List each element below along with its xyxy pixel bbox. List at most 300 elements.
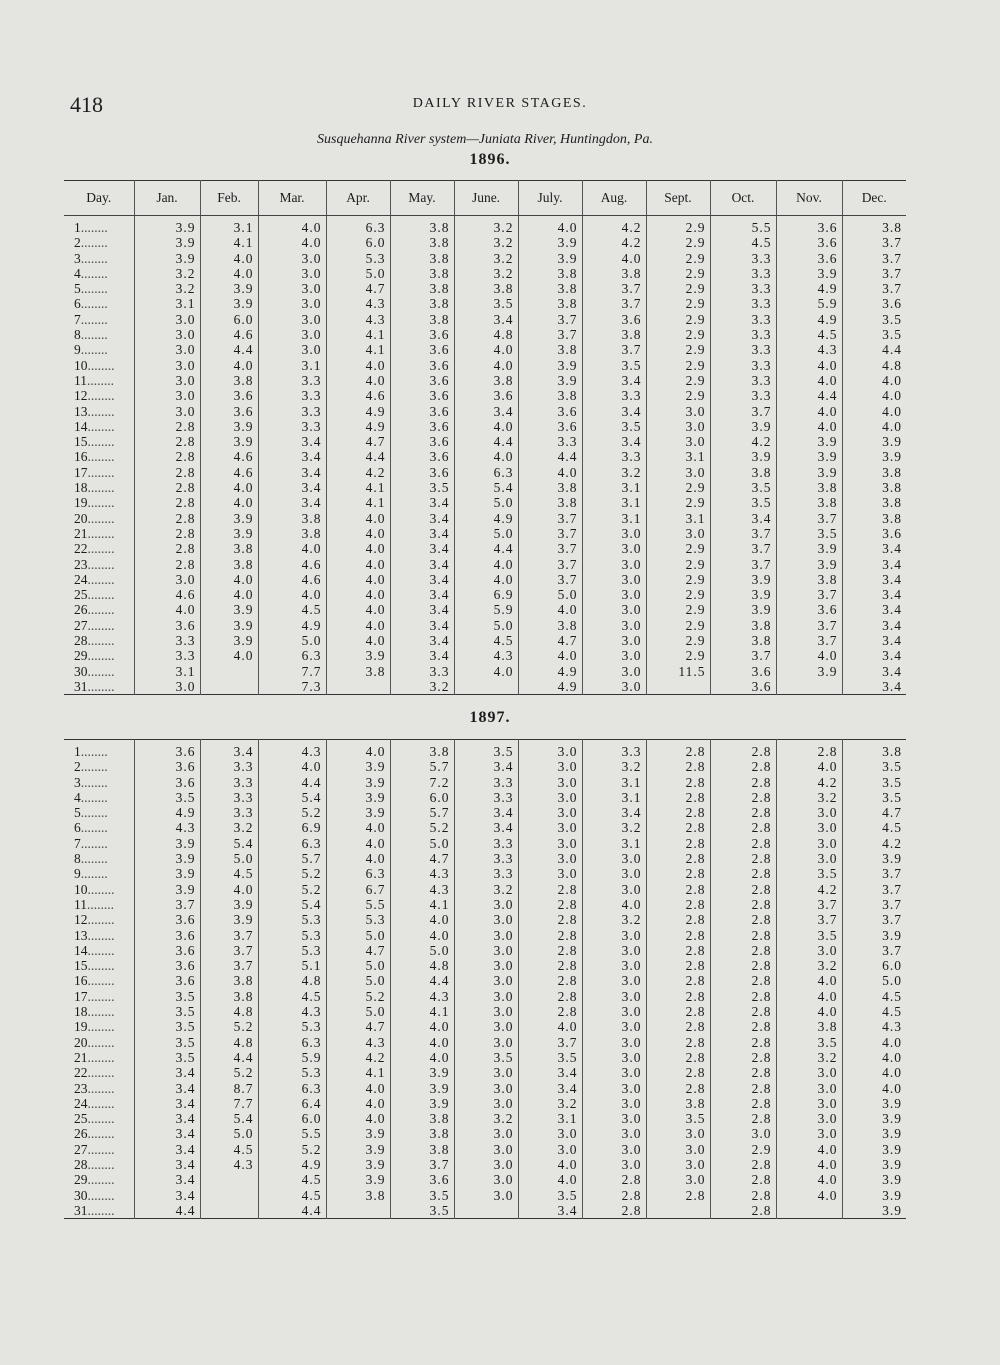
stage-cell: 4.0 (518, 465, 582, 480)
stage-cell: 3.8 (390, 235, 454, 250)
day-cell: 8 ........ (64, 851, 134, 866)
stage-cell: 4.0 (454, 664, 518, 679)
table-row (64, 235, 906, 250)
stage-cell: 5.0 (326, 973, 390, 988)
stage-cell: 3.7 (710, 541, 776, 556)
stage-cell: 2.8 (710, 1188, 776, 1203)
stage-cell: 2.8 (710, 897, 776, 912)
stage-cell: 4.0 (776, 1188, 842, 1203)
stage-cell: 3.5 (454, 740, 518, 760)
day-cell: 5 ........ (64, 281, 134, 296)
stage-cell: 3.6 (776, 235, 842, 250)
river-stage-table-1896 (64, 180, 906, 695)
table-row (64, 216, 906, 236)
stage-cell: 4.0 (390, 928, 454, 943)
stage-cell: 3.0 (646, 434, 710, 449)
stage-cell: 4.0 (776, 1157, 842, 1172)
stage-cell: 2.8 (518, 958, 582, 973)
stage-cell: 3.4 (454, 820, 518, 835)
stage-cell: 3.7 (518, 511, 582, 526)
stage-cell: 3.8 (842, 216, 906, 236)
day-cell: 31 ........ (64, 679, 134, 695)
page-number: 418 (70, 92, 103, 117)
stage-cell: 3.3 (710, 358, 776, 373)
stage-cell: 3.9 (710, 572, 776, 587)
stage-cell: 2.8 (518, 943, 582, 958)
day-cell: 10 ........ (64, 882, 134, 897)
stage-cell: 3.2 (776, 1050, 842, 1065)
stage-cell: 3.0 (646, 526, 710, 541)
stage-cell: 5.4 (258, 897, 326, 912)
stage-cell: 2.8 (646, 897, 710, 912)
stage-cell: 4.3 (326, 296, 390, 311)
stage-cell: 2.8 (710, 1004, 776, 1019)
stage-cell: 4.9 (326, 419, 390, 434)
stage-cell: 3.0 (646, 419, 710, 434)
stage-cell: 2.8 (646, 973, 710, 988)
table-row (64, 897, 906, 912)
stage-cell: 5.0 (258, 633, 326, 648)
stage-cell: 3.0 (134, 404, 200, 419)
stage-cell: 2.8 (518, 912, 582, 927)
stage-cell: 5.3 (258, 943, 326, 958)
stage-cell: 3.6 (582, 312, 646, 327)
stage-cell: 3.8 (390, 740, 454, 760)
stage-cell: 4.0 (582, 897, 646, 912)
stage-cell: 4.0 (258, 759, 326, 774)
stage-cell: 3.4 (258, 480, 326, 495)
stage-cell: 3.9 (842, 449, 906, 464)
stage-cell: 5.0 (454, 618, 518, 633)
stage-cell: 4.3 (258, 740, 326, 760)
stage-cell: 3.8 (710, 465, 776, 480)
stage-cell: 2.8 (710, 851, 776, 866)
stage-cell: 2.9 (646, 358, 710, 373)
table-row (64, 775, 906, 790)
stage-cell: 3.3 (582, 449, 646, 464)
stage-cell: 4.9 (326, 404, 390, 419)
stage-cell: 4.4 (454, 434, 518, 449)
table-row (64, 648, 906, 663)
stage-cell (200, 664, 258, 679)
stage-cell: 6.0 (258, 1111, 326, 1126)
stage-cell: 3.3 (454, 775, 518, 790)
stage-cell: 2.8 (646, 943, 710, 958)
stage-cell: 3.5 (134, 1050, 200, 1065)
stage-cell: 4.1 (390, 1004, 454, 1019)
stage-cell: 3.7 (776, 618, 842, 633)
stage-cell: 5.0 (200, 1126, 258, 1141)
stage-cell: 3.5 (842, 312, 906, 327)
day-cell: 13 ........ (64, 928, 134, 943)
stage-cell: 3.2 (582, 912, 646, 927)
stage-cell: 3.0 (454, 912, 518, 927)
stage-cell: 3.6 (390, 419, 454, 434)
stage-cell: 4.0 (518, 648, 582, 663)
stage-cell: 4.1 (326, 495, 390, 510)
stage-cell: 3.6 (200, 404, 258, 419)
stage-cell: 3.0 (776, 943, 842, 958)
stage-cell: 3.0 (454, 1142, 518, 1157)
table-row (64, 882, 906, 897)
table-row (64, 679, 906, 695)
stage-cell: 3.6 (390, 327, 454, 342)
stage-cell: 3.4 (842, 679, 906, 695)
stage-cell: 3.8 (646, 1096, 710, 1111)
stage-cell: 4.3 (454, 648, 518, 663)
column-header: Oct. (710, 181, 776, 216)
stage-cell: 3.0 (582, 648, 646, 663)
stage-cell: 5.7 (390, 805, 454, 820)
stage-cell: 3.0 (582, 989, 646, 1004)
stage-cell: 3.4 (134, 1142, 200, 1157)
table-row (64, 740, 906, 760)
table-row (64, 388, 906, 403)
stage-cell: 2.9 (646, 495, 710, 510)
stage-cell: 2.9 (646, 648, 710, 663)
stage-cell: 3.7 (776, 912, 842, 927)
stage-cell (326, 679, 390, 695)
stage-cell: 3.6 (390, 388, 454, 403)
stage-cell: 3.0 (454, 1157, 518, 1172)
stage-cell: 4.6 (200, 327, 258, 342)
stage-cell: 3.7 (582, 281, 646, 296)
stage-cell: 4.2 (582, 216, 646, 236)
stage-cell: 4.4 (258, 775, 326, 790)
stage-cell: 6.0 (200, 312, 258, 327)
stage-cell: 5.2 (390, 820, 454, 835)
stage-cell: 4.0 (326, 1096, 390, 1111)
stage-cell: 3.2 (390, 679, 454, 695)
stage-cell: 2.8 (710, 973, 776, 988)
stage-cell: 4.4 (200, 1050, 258, 1065)
stage-cell: 3.9 (842, 1157, 906, 1172)
stage-cell: 2.8 (776, 740, 842, 760)
stage-cell: 2.9 (646, 342, 710, 357)
stage-cell: 2.8 (646, 851, 710, 866)
stage-cell: 3.0 (776, 1096, 842, 1111)
table-row (64, 511, 906, 526)
table-body (64, 216, 906, 695)
stage-cell: 3.2 (454, 882, 518, 897)
stage-cell: 3.0 (454, 989, 518, 1004)
stage-cell: 3.8 (582, 266, 646, 281)
stage-cell: 4.0 (518, 1172, 582, 1187)
stage-cell: 3.8 (518, 480, 582, 495)
stage-cell: 2.8 (518, 928, 582, 943)
day-cell: 17 ........ (64, 465, 134, 480)
stage-cell: 4.0 (326, 373, 390, 388)
stage-cell: 3.9 (326, 759, 390, 774)
stage-cell: 6.9 (454, 587, 518, 602)
table-row (64, 805, 906, 820)
stage-cell: 4.0 (390, 1035, 454, 1050)
table-row (64, 465, 906, 480)
stage-cell: 3.0 (258, 342, 326, 357)
stage-cell: 2.8 (646, 740, 710, 760)
stage-cell: 2.9 (646, 633, 710, 648)
stage-cell: 3.1 (582, 495, 646, 510)
stage-cell: 2.8 (710, 882, 776, 897)
stage-cell: 5.2 (258, 866, 326, 881)
stage-cell: 2.8 (646, 790, 710, 805)
stage-cell: 3.4 (134, 1081, 200, 1096)
table-row (64, 1096, 906, 1111)
day-cell: 2 ........ (64, 235, 134, 250)
stage-cell: 3.5 (134, 1019, 200, 1034)
stage-cell: 5.0 (842, 973, 906, 988)
stage-cell: 3.4 (390, 511, 454, 526)
stage-cell: 2.8 (518, 1004, 582, 1019)
stage-cell: 4.0 (326, 572, 390, 587)
stage-cell: 3.0 (582, 1111, 646, 1126)
table-row (64, 820, 906, 835)
stage-cell: 2.8 (646, 1188, 710, 1203)
stage-cell: 3.8 (390, 1142, 454, 1157)
stage-cell: 3.3 (710, 312, 776, 327)
stage-cell: 4.5 (258, 989, 326, 1004)
stage-cell: 3.4 (390, 572, 454, 587)
stage-cell: 3.8 (326, 1188, 390, 1203)
stage-cell: 3.0 (646, 1142, 710, 1157)
stage-cell: 4.5 (710, 235, 776, 250)
stage-cell: 3.9 (200, 897, 258, 912)
stage-cell: 3.9 (776, 266, 842, 281)
stage-cell: 4.0 (258, 235, 326, 250)
stage-cell: 3.5 (134, 790, 200, 805)
stage-cell: 3.9 (134, 866, 200, 881)
column-header: Apr. (326, 181, 390, 216)
stage-cell: 4.0 (842, 1081, 906, 1096)
stage-cell: 4.3 (390, 866, 454, 881)
stage-cell: 5.3 (326, 912, 390, 927)
stage-cell: 3.0 (258, 251, 326, 266)
day-cell: 24 ........ (64, 1096, 134, 1111)
stage-cell: 2.8 (646, 866, 710, 881)
stage-cell: 3.2 (454, 251, 518, 266)
stage-cell: 2.8 (134, 434, 200, 449)
table-row (64, 851, 906, 866)
stage-cell: 2.8 (710, 928, 776, 943)
stage-cell: 2.8 (710, 790, 776, 805)
stage-cell: 3.8 (326, 664, 390, 679)
stage-cell: 2.8 (646, 1019, 710, 1034)
stage-cell: 4.0 (518, 1019, 582, 1034)
stage-cell: 7.7 (200, 1096, 258, 1111)
stage-cell: 3.9 (776, 434, 842, 449)
stage-cell: 3.0 (710, 1126, 776, 1141)
stage-cell: 3.0 (258, 312, 326, 327)
day-cell: 27 ........ (64, 1142, 134, 1157)
stage-cell: 3.7 (518, 572, 582, 587)
stage-cell: 3.9 (390, 1081, 454, 1096)
stage-cell: 3.4 (842, 587, 906, 602)
stage-cell: 3.7 (776, 511, 842, 526)
stage-cell: 3.5 (582, 419, 646, 434)
stage-cell: 3.3 (710, 373, 776, 388)
stage-cell: 3.3 (258, 419, 326, 434)
stage-cell: 3.9 (842, 1096, 906, 1111)
stage-cell: 3.4 (134, 1096, 200, 1111)
stage-cell: 3.3 (258, 388, 326, 403)
stage-cell: 3.9 (200, 912, 258, 927)
stage-cell: 3.4 (390, 495, 454, 510)
stage-cell: 3.4 (134, 1111, 200, 1126)
stage-cell: 3.8 (776, 480, 842, 495)
stage-cell: 5.4 (200, 836, 258, 851)
day-cell: 14 ........ (64, 419, 134, 434)
stage-cell: 3.7 (710, 526, 776, 541)
stage-cell: 4.8 (200, 1035, 258, 1050)
stage-cell: 3.9 (842, 1172, 906, 1187)
stage-cell: 2.8 (710, 866, 776, 881)
day-cell: 31 ........ (64, 1203, 134, 1219)
stage-cell: 3.9 (200, 419, 258, 434)
stage-cell: 2.8 (710, 1172, 776, 1187)
stage-cell: 6.3 (258, 836, 326, 851)
stage-cell: 3.4 (582, 805, 646, 820)
day-cell: 16 ........ (64, 973, 134, 988)
stage-cell: 4.3 (200, 1157, 258, 1172)
column-header: Day. (64, 181, 134, 216)
stage-cell: 5.5 (326, 897, 390, 912)
table-row (64, 404, 906, 419)
stage-cell: 4.9 (518, 679, 582, 695)
stage-cell: 4.9 (776, 312, 842, 327)
stage-cell: 3.6 (390, 404, 454, 419)
stage-cell: 3.7 (710, 648, 776, 663)
table-row (64, 943, 906, 958)
stage-cell: 3.6 (134, 928, 200, 943)
stage-cell: 5.2 (258, 1142, 326, 1157)
table-row (64, 526, 906, 541)
stage-cell: 3.1 (200, 216, 258, 236)
table-row (64, 1203, 906, 1219)
stage-cell: 3.0 (646, 465, 710, 480)
column-header: Jan. (134, 181, 200, 216)
table-row (64, 251, 906, 266)
day-cell: 29 ........ (64, 648, 134, 663)
stage-cell: 3.7 (200, 958, 258, 973)
stage-cell: 2.9 (646, 266, 710, 281)
stage-cell: 3.8 (390, 251, 454, 266)
stage-cell: 4.5 (258, 602, 326, 617)
table-row (64, 1050, 906, 1065)
day-cell: 27 ........ (64, 618, 134, 633)
stage-cell: 3.1 (134, 664, 200, 679)
stage-cell: 4.7 (326, 434, 390, 449)
stage-cell: 3.9 (326, 1172, 390, 1187)
stage-cell: 3.5 (454, 296, 518, 311)
stage-cell: 4.3 (390, 882, 454, 897)
stage-cell: 4.9 (258, 1157, 326, 1172)
stage-cell: 3.9 (200, 434, 258, 449)
stage-cell: 3.7 (842, 235, 906, 250)
stage-cell: 2.8 (518, 989, 582, 1004)
stage-cell: 4.0 (200, 882, 258, 897)
stage-cell: 4.0 (200, 572, 258, 587)
stage-cell: 3.4 (134, 1126, 200, 1141)
stage-cell: 2.8 (646, 1081, 710, 1096)
stage-cell: 5.3 (258, 1019, 326, 1034)
column-header: Dec. (842, 181, 906, 216)
stage-cell: 3.6 (390, 434, 454, 449)
table-row (64, 928, 906, 943)
stage-cell: 3.9 (326, 805, 390, 820)
stage-cell: 3.0 (582, 1004, 646, 1019)
stage-cell: 3.6 (390, 342, 454, 357)
stage-cell: 3.2 (454, 216, 518, 236)
stage-cell: 3.7 (200, 943, 258, 958)
day-cell: 4 ........ (64, 790, 134, 805)
stage-cell: 4.1 (390, 897, 454, 912)
stage-cell: 4.3 (258, 1004, 326, 1019)
stage-cell: 3.0 (454, 897, 518, 912)
stage-cell: 3.8 (200, 373, 258, 388)
stage-cell: 2.8 (134, 465, 200, 480)
stage-cell: 4.0 (326, 633, 390, 648)
stage-cell: 5.2 (200, 1065, 258, 1080)
stage-cell: 3.9 (134, 251, 200, 266)
stage-cell: 7.2 (390, 775, 454, 790)
stage-cell: 2.9 (646, 373, 710, 388)
stage-cell: 4.8 (200, 1004, 258, 1019)
stage-cell: 3.4 (390, 633, 454, 648)
stage-cell: 2.9 (646, 312, 710, 327)
stage-cell: 3.0 (518, 759, 582, 774)
stage-cell: 3.7 (518, 312, 582, 327)
stage-cell: 3.8 (390, 216, 454, 236)
stage-cell: 6.0 (390, 790, 454, 805)
stage-cell: 3.6 (134, 618, 200, 633)
stage-cell: 2.8 (134, 511, 200, 526)
stage-cell: 3.8 (518, 495, 582, 510)
stage-cell: 2.9 (646, 587, 710, 602)
stage-cell: 3.3 (454, 836, 518, 851)
stage-cell: 3.5 (710, 480, 776, 495)
stage-cell: 3.0 (582, 1157, 646, 1172)
stage-cell: 4.0 (200, 266, 258, 281)
stage-cell: 3.8 (200, 973, 258, 988)
stage-cell: 5.2 (258, 882, 326, 897)
table-row (64, 358, 906, 373)
stage-cell: 2.9 (646, 296, 710, 311)
stage-cell: 3.0 (776, 1126, 842, 1141)
stage-cell: 3.3 (582, 740, 646, 760)
stage-cell: 4.0 (258, 587, 326, 602)
stage-cell: 2.9 (710, 1142, 776, 1157)
day-cell: 8 ........ (64, 327, 134, 342)
stage-cell: 3.4 (258, 449, 326, 464)
stage-cell: 3.0 (646, 1172, 710, 1187)
stage-cell: 3.5 (776, 866, 842, 881)
stage-cell: 3.4 (842, 618, 906, 633)
column-header: Aug. (582, 181, 646, 216)
column-header: Feb. (200, 181, 258, 216)
stage-cell: 3.0 (454, 1035, 518, 1050)
stage-cell: 3.7 (582, 342, 646, 357)
stage-cell: 3.7 (518, 1035, 582, 1050)
stage-cell: 3.5 (646, 1111, 710, 1126)
stage-cell: 2.8 (710, 836, 776, 851)
table-row (64, 449, 906, 464)
stage-cell: 4.1 (200, 235, 258, 250)
stage-cell: 3.0 (454, 1019, 518, 1034)
stage-cell: 2.8 (134, 480, 200, 495)
year-heading-1896: 1896. (469, 151, 511, 168)
stage-cell: 3.0 (454, 928, 518, 943)
stage-cell: 3.4 (134, 1065, 200, 1080)
